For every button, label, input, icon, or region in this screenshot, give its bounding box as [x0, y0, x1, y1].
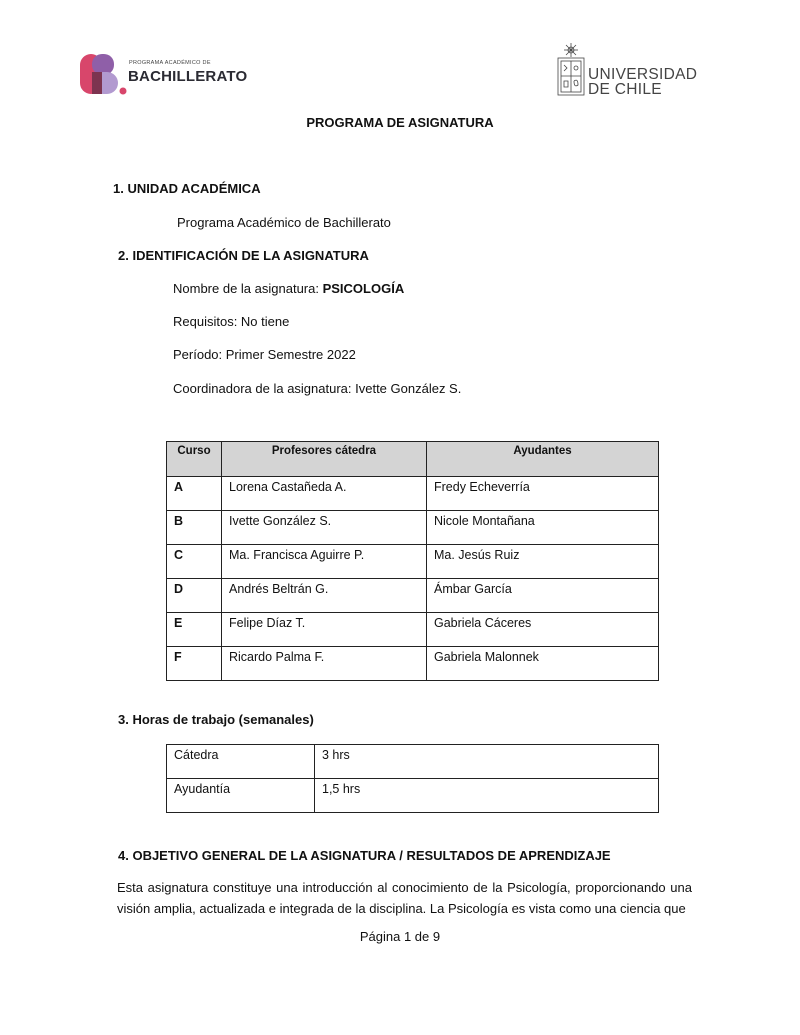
hours-type-cell: Ayudantía — [167, 779, 315, 813]
section-3-heading: 3. Horas de trabajo (semanales) — [118, 712, 314, 727]
profesor-cell: Felipe Díaz T. — [222, 613, 427, 647]
profesor-cell: Ma. Francisca Aguirre P. — [222, 545, 427, 579]
section-2-heading: 2. IDENTIFICACIÓN DE LA ASIGNATURA — [118, 248, 369, 263]
hours-value-cell: 3 hrs — [315, 745, 659, 779]
curso-cell: A — [167, 477, 222, 511]
asignatura-name-label: Nombre de la asignatura: — [173, 281, 323, 296]
asignatura-name-value: PSICOLOGÍA — [322, 281, 405, 296]
page-footer: Página 1 de 9 — [359, 929, 441, 944]
ayudante-cell: Gabriela Malonnek — [427, 647, 659, 681]
hours-value-cell: 1,5 hrs — [315, 779, 659, 813]
university-crest-icon — [556, 43, 586, 97]
hours-type-cell: Cátedra — [167, 745, 315, 779]
table-row — [167, 545, 659, 579]
profesor-cell: Ricardo Palma F. — [222, 647, 427, 681]
table-row — [167, 613, 659, 647]
teachers-table — [166, 441, 659, 681]
curso-cell: E — [167, 613, 222, 647]
bachillerato-logo — [80, 52, 255, 96]
periodo-line: Período: Primer Semestre 2022 — [173, 347, 356, 362]
table-row — [167, 477, 659, 511]
ayudante-cell: Gabriela Cáceres — [427, 613, 659, 647]
university-name-line2: DE CHILE — [588, 81, 662, 98]
bachillerato-logo-mark — [80, 52, 128, 96]
requisitos-line: Requisitos: No tiene — [173, 314, 290, 329]
header-curso: Curso — [167, 442, 222, 477]
university-name-line1: UNIVERSIDAD — [588, 66, 698, 83]
logo-small-text: PROGRAMA ACADÉMICO DE — [129, 60, 211, 66]
profesor-cell: Ivette González S. — [222, 511, 427, 545]
unidad-academica-value: Programa Académico de Bachillerato — [177, 215, 391, 230]
table-row — [167, 511, 659, 545]
profesor-cell: Andrés Beltrán G. — [222, 579, 427, 613]
curso-cell: C — [167, 545, 222, 579]
ayudante-cell: Nicole Montañana — [427, 511, 659, 545]
table-row — [167, 579, 659, 613]
logo-big-text: BACHILLERATO — [128, 68, 248, 85]
profesor-cell: Lorena Castañeda A. — [222, 477, 427, 511]
table-row — [167, 647, 659, 681]
header-ayudantes: Ayudantes — [427, 442, 659, 477]
table-header-row — [167, 442, 659, 477]
universidad-de-chile-logo — [556, 43, 696, 99]
table-row — [167, 745, 659, 779]
hours-table — [166, 744, 659, 813]
section-1-heading: 1. UNIDAD ACADÉMICA — [113, 181, 261, 196]
curso-cell: D — [167, 579, 222, 613]
curso-cell: F — [167, 647, 222, 681]
section-4-heading: 4. OBJETIVO GENERAL DE LA ASIGNATURA / RESULTADOS DE APRENDIZAJE — [118, 848, 611, 863]
document-title: PROGRAMA DE ASIGNATURA — [306, 115, 494, 130]
ayudante-cell: Ma. Jesús Ruiz — [427, 545, 659, 579]
objective-paragraph: Esta asignatura constituye una introducción al conocimiento de la Psicología, proporcionando una visión amplia, actualizada e integrada de la disciplina. La Psicología es vista como una ciencia que — [117, 880, 692, 916]
ayudante-cell: Ámbar García — [427, 579, 659, 613]
header-profesores: Profesores cátedra — [222, 442, 427, 477]
curso-cell: B — [167, 511, 222, 545]
coordinadora-line: Coordinadora de la asignatura: Ivette González S. — [173, 381, 462, 396]
table-row — [167, 779, 659, 813]
asignatura-name-line — [173, 281, 404, 296]
ayudante-cell: Fredy Echeverría — [427, 477, 659, 511]
